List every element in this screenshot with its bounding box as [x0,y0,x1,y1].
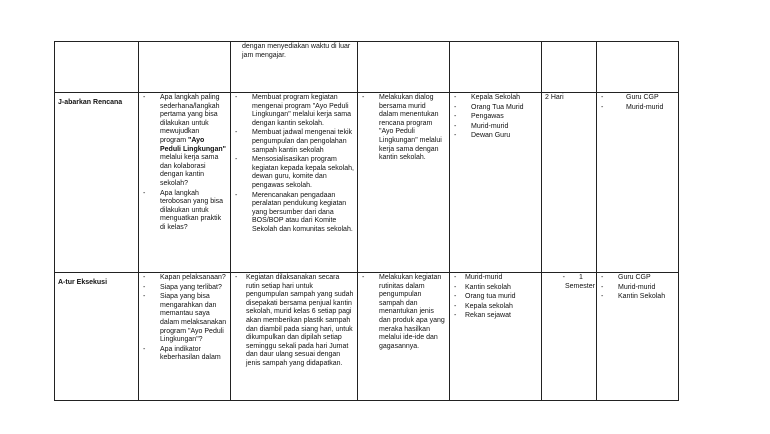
list-item: - Siapa yang terlibat? [142,284,227,293]
cell-questions-rencana [139,93,231,273]
list-item: - Guru CGP [600,274,675,283]
cell-waktu-rencana: 2 Hari [542,93,597,273]
cell-kegiatan-rencana [231,93,358,273]
waktu-unit: Semester [565,282,595,290]
list-item: - Orang tua murid [453,293,538,302]
list-item: - Murid-murid [600,104,675,113]
list-item: - Rekan sejawat [453,312,538,321]
list-item: - Apa indikator keberhasilan dalam [142,346,227,363]
stage-label-rencana: J-abarkan Rencana [55,93,139,273]
list-item: - Melakukan dialog bersama murid dalam menentukan rencana program "Ayo Peduli Lingkungan" melalui kerja sama dengan kantin sekolah. [361,94,446,163]
cell-sumber-eksekusi [597,273,679,401]
list-item: - Kantin sekolah [453,284,538,293]
list-item: - Melakukan kegiatan rutinitas dalam pengumpulan sampah dan menantukan jenis dan produk apa yang meraka hasilkan melalui ide-ide dan gagasannya. [361,274,446,351]
cell-sumber-rencana [597,93,679,273]
cell-pihak-empty [450,42,542,93]
table-row-eksekusi [55,273,679,401]
list-item: - Kepala Sekolah [453,94,538,103]
cell-pihak-rencana [450,93,542,273]
program-name: "Ayo Peduli Lingkungan" [160,136,226,153]
list-item: - Merencanakan pengadaan peralatan pendukung kegiatan yang bersumber dari dana BOS/BOP atau dari Komite Sekolah dan komunitas sekolah. [234,192,354,235]
cell-strategi-empty [358,42,450,93]
cell-pihak-eksekusi [450,273,542,401]
list-item: - Siapa yang bisa mengarahkan dan memantau saya dalam melaksanakan program "Ayo Peduli Lingkungan"? [142,293,227,345]
list-item: - Murid-murid [600,284,675,293]
list-item: - Apa langkah terobosan yang bisa dilakukan untuk menguatkan praktik di kelas? [142,190,227,233]
list-item: - Mensosialisasikan program kegiatan kepada kepala sekolah, dewan guru, komite dan pengawas sekolah. [234,156,354,190]
list-item: - Kepala sekolah [453,303,538,312]
cell-waktu-eksekusi: - 1 Semester [542,273,597,401]
list-item: - Membuat jadwal mengenai tekik pengumpulan dan pengolahan sampah kantin sekolah [234,129,354,155]
list-item: - Apa langkah paling sederhana/langkah pertama yang bisa dilakukan untuk mewujudkan program "Ayo Peduli Lingkungan" melalui kerja sama dan kolaborasi dengan kantin sekolah? [142,94,227,189]
list-item: - Kapan pelaksanaan? [142,274,227,283]
stage-label-eksekusi: A-tur Eksekusi [55,273,139,401]
cell-kegiatan-tail [231,42,358,93]
cell-strategi-eksekusi [358,273,450,401]
cell-kegiatan-eksekusi [231,273,358,401]
list-item: - Membuat program kegiatan mengenai program "Ayo Peduli Lingkungan" melalui kerja sama dengan kantin sekolah. [234,94,354,128]
list-item: - Kegiatan dilaksanakan secara rutin setiap hari untuk pengumpulan sampah yang sudah disepakati bersama penjual kantin sekolah, murid kelas 6 setiap pagi akan memberikan plastik sampah dan diambil pada siang hari, untuk dikumpulkan dan dipilah setiap seminggu sekali pada hari Jumat dan daur ulang sesuai dengan jenis sampah yang didapatkan. [234,274,354,369]
waktu-number: 1 [579,274,583,281]
cell-strategi-rencana [358,93,450,273]
plan-table [54,41,679,401]
cell-questions-eksekusi [139,273,231,401]
list-item: - Murid-murid [453,123,538,132]
list-item: - Orang Tua Murid [453,104,538,113]
cell-questions-empty [139,42,231,93]
table-row-rencana [55,93,679,273]
kegiatan-tail-text: dengan menyediakan waktu di luar jam mengajar. [242,43,351,59]
list-item: - Kantin Sekolah [600,293,675,302]
list-item: - Dewan Guru [453,132,538,141]
list-item: - Guru CGP [600,94,675,103]
cell-sumber-empty [597,42,679,93]
cell-waktu-empty [542,42,597,93]
list-item: - Murid-murid [453,274,538,283]
list-item: - Pengawas [453,113,538,122]
table-row-continuation [55,42,679,93]
cell-stage-empty [55,42,139,93]
